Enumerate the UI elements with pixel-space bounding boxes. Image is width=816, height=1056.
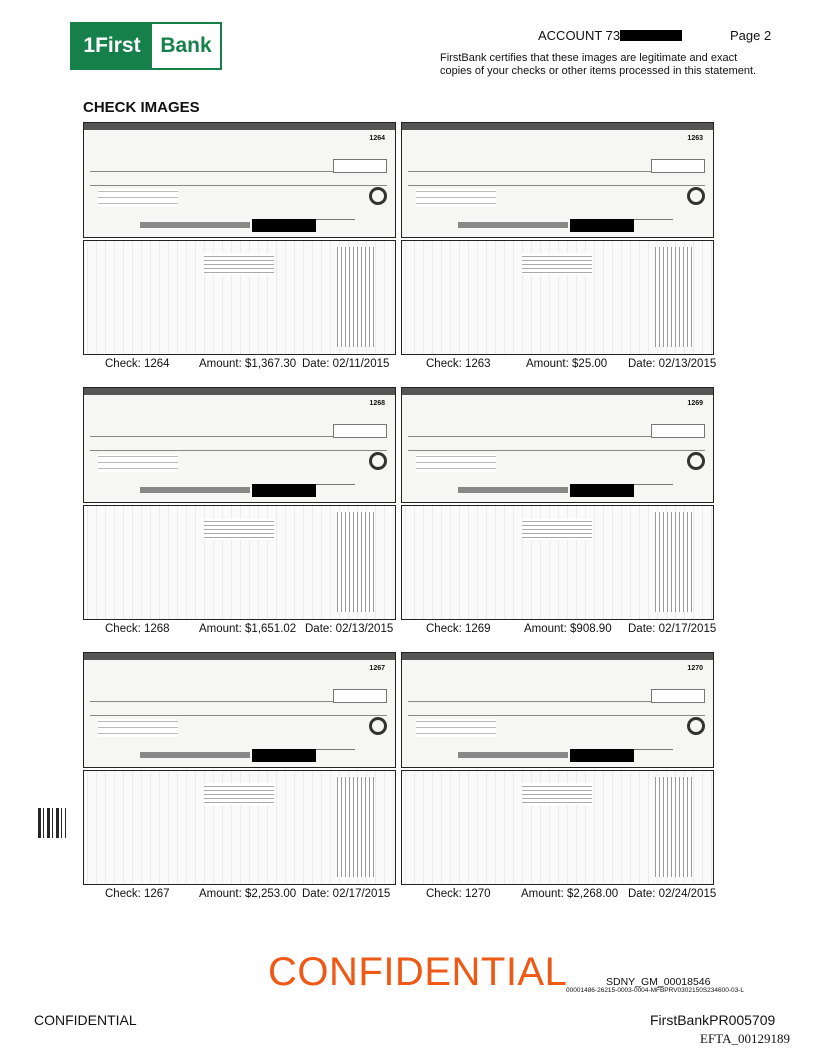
check-front-image [401,387,714,503]
signature [275,731,355,750]
sdny-control-number: 00001486-26215-0003-0004-MFBPRV0302150S234600-03-L [566,987,745,994]
check-front-image [83,122,396,238]
check-front-image [83,652,396,768]
confidential-watermark: CONFIDENTIAL [268,950,568,994]
check-block-1263 [401,122,717,370]
certification-text: FirstBank certifies that these images are legitimate and exact copies of your checks or other items processed in this statement. [440,52,757,77]
check-caption [401,623,717,637]
amount-label: Amount: $25.00 [526,358,608,370]
firstbank-logo [70,22,222,70]
micr-redaction [252,219,316,232]
page-number: Page 2 [730,28,772,43]
account-redaction [620,30,682,41]
signature [275,201,355,220]
logo-bank: Bank [152,24,220,68]
check-block-1264 [83,122,396,370]
micr-redaction [570,749,634,762]
signature [593,731,673,750]
micr-redaction [570,219,634,232]
check-label: Check: 1264 [105,358,170,370]
check-caption [401,888,717,902]
check-number: 1263 [687,135,703,142]
check-back-image [401,505,714,620]
amount-label: Amount: $1,651.02 [199,623,297,635]
micr-redaction [570,484,634,497]
check-label: Check: 1269 [426,623,491,635]
check-number: 1270 [687,665,703,672]
date-label: Date: 02/24/2015 [628,888,717,900]
account-number [538,28,682,43]
check-back-image [401,770,714,885]
signature [593,466,673,485]
qr-code-icon [38,808,66,838]
date-label: Date: 02/13/2015 [628,358,717,370]
check-number: 1264 [369,135,385,142]
check-block-1269 [401,387,717,635]
signature [593,201,673,220]
check-number: 1269 [687,400,703,407]
amount-label: Amount: $2,253.00 [199,888,297,900]
confidential-footer: CONFIDENTIAL [34,1012,137,1028]
efta-number: EFTA_00129189 [700,1031,790,1046]
signature [275,466,355,485]
bates-number: FirstBankPR005709 [650,1012,776,1028]
amount-label: Amount: $908.90 [524,623,612,635]
check-number: 1268 [369,400,385,407]
check-label: Check: 1263 [426,358,491,370]
check-back-image [83,505,396,620]
check-block-1267 [83,652,396,900]
check-caption [401,358,717,372]
micr-redaction [252,484,316,497]
check-caption [83,358,396,372]
check-block-1270 [401,652,717,900]
check-back-image [83,240,396,355]
date-label: Date: 02/11/2015 [302,358,390,370]
check-block-1268 [83,387,396,635]
check-label: Check: 1267 [105,888,170,900]
section-title: CHECK IMAGES [83,99,200,116]
date-label: Date: 02/17/2015 [302,888,391,900]
micr-redaction [252,749,316,762]
date-label: Date: 02/17/2015 [628,623,717,635]
check-caption [83,623,396,637]
amount-label: Amount: $1,367.30 [199,358,297,370]
check-number: 1267 [369,665,385,672]
sdny-bates: SDNY_GM_00018546 [606,976,711,988]
check-caption [83,888,396,902]
check-label: Check: 1268 [105,623,170,635]
amount-label: Amount: $2,268.00 [521,888,619,900]
check-label: Check: 1270 [426,888,491,900]
check-front-image [83,387,396,503]
account-label: ACCOUNT 73 [538,28,621,43]
check-back-image [401,240,714,355]
date-label: Date: 02/13/2015 [305,623,394,635]
check-front-image [401,652,714,768]
check-front-image [401,122,714,238]
logo-first: 1First [72,24,152,68]
check-back-image [83,770,396,885]
